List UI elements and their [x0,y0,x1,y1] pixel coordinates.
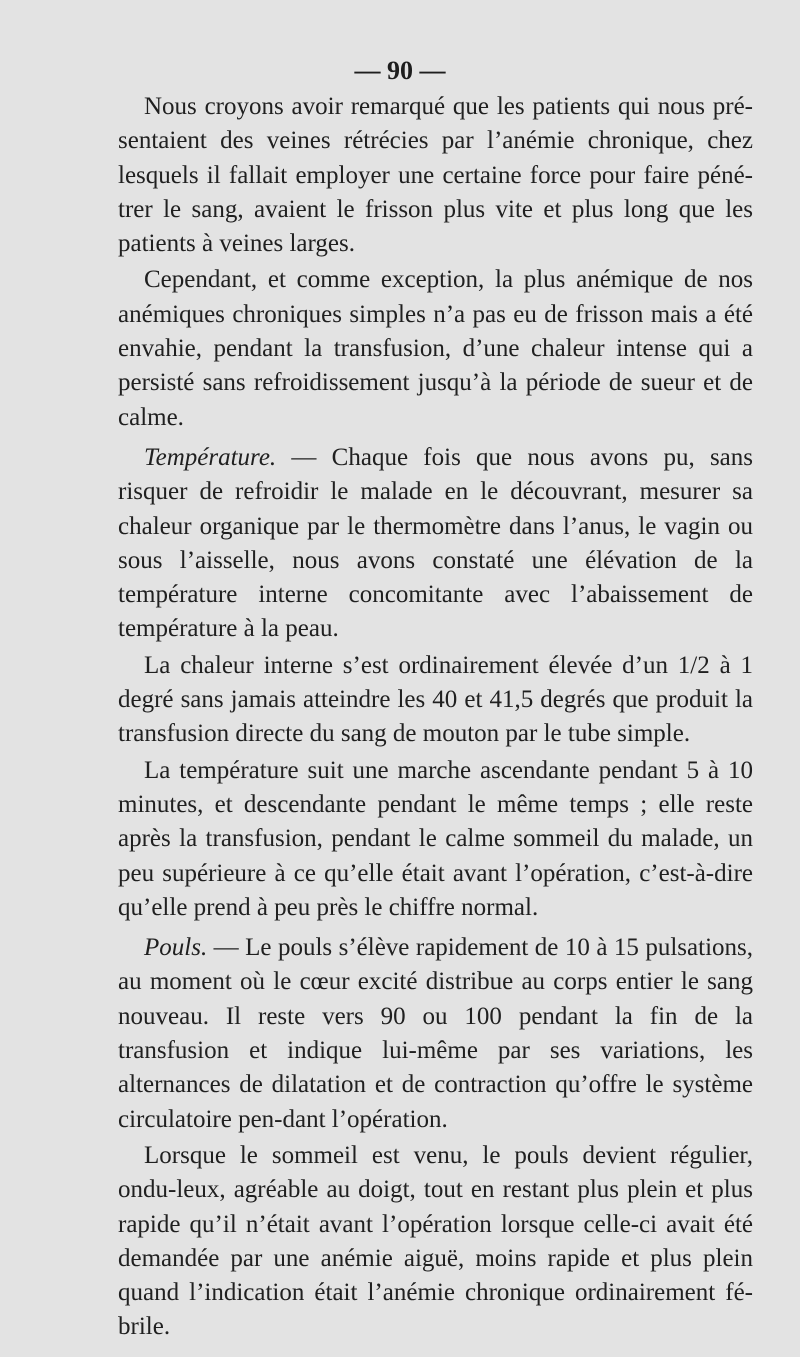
paragraph-text: Lorsque le sommeil est venu, le pouls devient régulier, ondu-leux, agréable au doigt, tout en restant plus plein et plus rapide qu’il n’était avant l’opération lorsque celle-ci avait été demandée par une anémie aiguë, moins rapide et plus plein quand l’indication était l’anémie chronique ordinairement fé-brile. [118,1141,753,1341]
paragraph-text: — Le pouls s’élève rapidement de 10 à 15 pulsations, au moment où le cœur excité distribue au corps entier le sang nouveau. Il reste vers 90 ou 100 pendant la fin de la transfusion et indique lui-même par ses variations, les alternances de dilatation et de contraction qu’offre le système circulatoire pen-dant l’opération. [118,934,753,1133]
page-number: — 90 — [354,56,446,85]
paragraph [118,441,753,647]
paragraph [118,90,753,261]
paragraph [118,1139,753,1345]
body-text [118,90,753,1345]
paragraph-text: Nous croyons avoir remarqué que les patients qui nous pré-sentaient des veines rétrécies par l’anémie chronique, chez lesquels il fallait employer une certaine force pour faire péné-trer le sang, avaient le frisson plus vite et plus long que les patients à veines larges. [118,93,753,258]
paragraph-text: — Chaque fois que nous avons pu, sans risquer de refroidir le malade en le découvrant, mesurer sa chaleur organique par le thermomètre dans l’anus, le vagin ou sous l’aisselle, nous avons constaté une élévation de la température interne concomitante avec l’abaissement de température à la peau. [118,443,753,643]
section-lead-temperature: Température. [144,443,277,471]
paragraph [118,263,753,434]
paragraph [118,754,753,925]
paragraph-text: La chaleur interne s’est ordinairement élevée d’un 1/2 à 1 degré sans jamais atteindre les 40 et 41,5 degrés que produit la transfusion directe du sang de mouton par le tube simple. [118,651,753,748]
paragraph [118,931,753,1137]
paragraph [118,649,753,752]
paragraph-text: La température suit une marche ascendante pendant 5 à 10 minutes, et descendante pendant le même temps ; elle reste après la transfusion, pendant le calme sommeil du malade, un peu supérieure à ce qu’elle était avant l’opération, c’est-à-dire qu’elle prend à peu près le chiffre normal. [118,756,753,921]
paragraph-text: Cependant, et comme exception, la plus anémique de nos anémiques chroniques simples n’a pas eu de frisson mais a été envahie, pendant la transfusion, d’une chaleur intense qui a persisté sans refroidissement jusqu’à la période de sueur et de calme. [118,266,753,431]
section-lead-pouls: Pouls. [144,934,208,962]
